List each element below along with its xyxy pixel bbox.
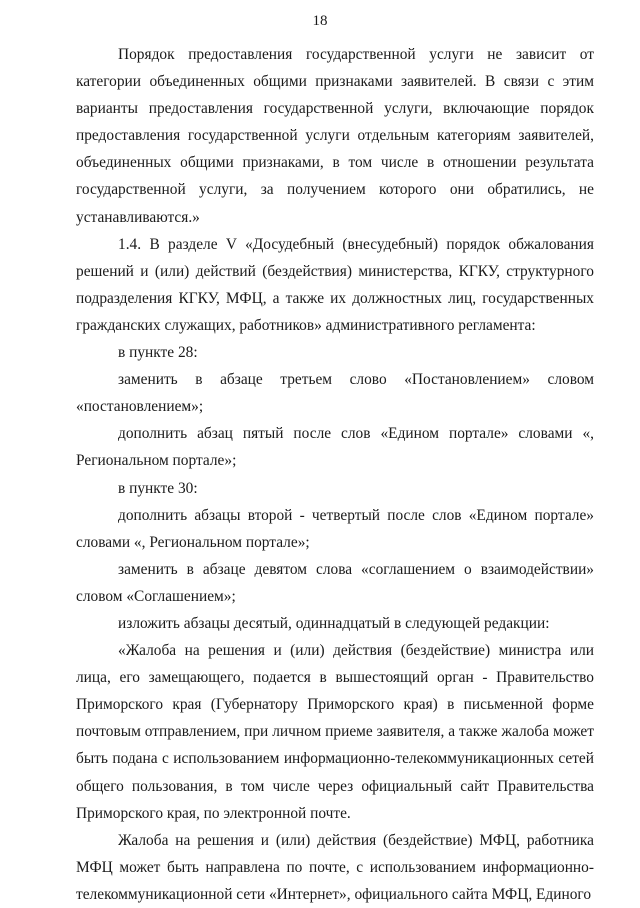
document-body [76,41,594,908]
paragraph-11: Жалоба на решения и (или) действия (бездействие) МФЦ, работника МФЦ может быть направлена по почте, с использованием информационно-телекоммуникационной сети «Интернет», официального сайта МФЦ, Единого [76,831,594,903]
paragraph-1: Порядок предоставления государственной услуги не зависит от категории объединенных общими признаками заявителей. В связи с этим варианты предоставления государственной услуги, включающие порядок предоставления государственной услуги отдельным категориям заявителей, объединенных общими признаками, в том числе в отношении результата государственной услуги, за получением которого они обратились, не устанавливаются.» [76,46,594,226]
paragraph-3: в пункте 28: [118,344,198,362]
paragraph-2: 1.4. В разделе V «Досудебный (внесудебный) порядок обжалования решений и (или) действий (бездействия) министерства, КГКУ, структурного подразделения КГКУ, МФЦ, а также их должностных лиц, государственных гражданских служащих, работников» административного регламента: [76,235,594,334]
paragraph-4: заменить в абзаце третьем слово «Постановлением» словом «постановлением»; [76,371,594,416]
page-number: 18 [312,13,328,29]
paragraph-5: дополнить абзац пятый после слов «Едином портале» словами «, Региональном портале»; [76,425,594,470]
paragraph-7: дополнить абзацы второй - четвертый после слов «Едином портале» словами «, Региональном портале»; [76,506,594,551]
paragraph-6: в пункте 30: [118,479,198,497]
paragraph-8: заменить в абзаце девятом слова «соглашением о взаимодействии» словом «Соглашением»; [76,560,594,605]
paragraph-10: «Жалоба на решения и (или) действия (бездействие) министра или лица, его замещающего, подается в вышестоящий орган - Правительство Приморского края (Губернатору Приморского края) в письменной форме почтовым отправлением, при личном приеме заявителя, а также жалоба может быть подана с использованием информационно-телекоммуникационных сетей общего пользования, в том числе через официальный сайт Правительства Приморского края, по электронной почте. [76,642,594,822]
paragraph-9: изложить абзацы десятый, одиннадцатый в следующей редакции: [118,614,550,632]
